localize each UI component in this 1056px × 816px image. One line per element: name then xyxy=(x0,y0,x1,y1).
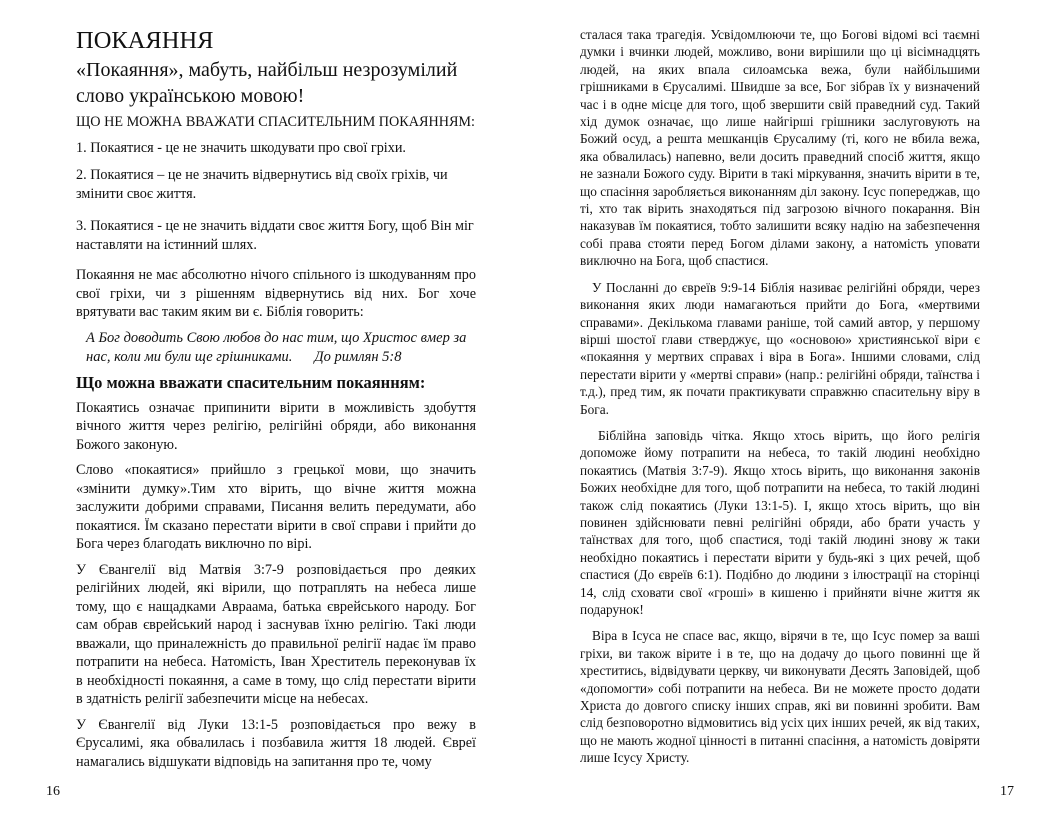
paragraph: Слово «покаятися» прийшло з грецької мови, що значить «змінити думку».Тим хто вірить, що вічне життя можна заслужити добрими справами, Писання велить передумати, або покаятися. Їм сказано перестати вірити в свої справи і прийти до Бога через благодать виключно по вірі. xyxy=(76,462,476,552)
quote-text: А Бог доводить Свою любов до нас тим, що Христос вмер за нас, коли ми були ще грішниками. xyxy=(86,329,467,365)
list-item: 2. Покаятися – це не значить відвернутись від своїх гріхів, чи змінити своє життя. xyxy=(76,167,448,202)
not-repentance-heading: ЩО НЕ МОЖНА ВВАЖАТИ СПАСИТЕЛЬНИМ ПОКАЯННЯМ: xyxy=(76,114,475,130)
paragraph: сталася така трагедія. Усвідомлюючи те, що Богові відомі всі таємні думки і вчинки людей, можливо, вони вирішили що ці вісімнадцять людей, на яких впала силоамська вежа, були найбільшими грішниками в Єрусалимі. Швидше за все, Бог зібрав їх у визначений час і в одне місце для того, щоб звершити свій праведний суд. Такий хід думок означає, що лише найгірші грішники заслуговують на Божий осуд, а решта мешканців Єрусалиму (ті, кого не вбила вежа, яка обвалилась) напевно, вели досить праведний спосіб життя, якщо не зазнали Божого суду. Вірити в такі міркування, значить вірити в те, що спасіння заробляється виконанням діл закону. Ісус попереджав, що ті, хто так вірить знаходяться під загрозою вічного покарання. Він наказував їм покаятися, тобто залишити всяку надію на забезпечення собі права стояти перед Богом ділами закону, а натомість уповати виключно на Бога, щоб спастися. xyxy=(580,27,980,269)
bible-quote xyxy=(86,329,476,367)
paragraph: У Євангелії від Луки 13:1-5 розповідається про вежу в Єрусалимі, яка обвалилась і позбавила життя 18 людей. Євреї намагались відшукати відповідь на запитання про те, чому xyxy=(76,716,476,770)
list-item: 1. Покаятися - це не значить шкодувати про свої гріхи. xyxy=(76,139,406,156)
section-heading: Що можна вважати спасительним покаянням: xyxy=(76,372,426,392)
page-number: 17 xyxy=(1000,784,1014,799)
quote-reference: До римлян 5:8 xyxy=(314,348,402,365)
page-title: ПОКАЯННЯ xyxy=(76,27,214,54)
right-page xyxy=(528,0,1056,816)
paragraph: Покаяння не має абсолютно нічого спільного із шкодуванням про свої гріхи, чи з рішенням відвернутись від них. Бог хоче врятувати вас таким яким ви є. Біблія говорить: xyxy=(76,267,476,320)
list-item: 3. Покаятися - це не значить віддати своє життя Богу, щоб Він міг наставляти на істинний шлях. xyxy=(76,218,474,253)
not-repentance-list xyxy=(76,139,476,255)
paragraph: У Посланні до євреїв 9:9-14 Біблія називає релігійні обряди, через виконання яких люди намагаються прийти до Бога, «мертвими справами». Декількома главами раніше, той самий автор, у першому вірші шостої глави стверджує, що «основою» християнської віри є «покаяння у мертвих справах і віра в Бога». Іншими словами, слід перестати вірити у «мертві справи» (напр.: релігійні обряди, таїнства і т.д.), пред тим, як почати практикувати справжню спасительну віру в Бога. xyxy=(580,279,980,417)
paragraph: У Євангелії від Матвія 3:7-9 розповідається про деяких релігійних людей, які вірили, що потраплять на небеса лише тому, що є нащадками Авраама, батька єврейського народу. Бог сам обрав єврейський народ і заснував їхню релігію. Такі люди вважали, що приналежність до правильної релігії надає їм право потрапити на небеса. Натомість, Іван Хреститель переконував їх в необхідності покаяння, а саме в тому, що слід перестати вірити в здатність релігії забезпечити місце на небесах. xyxy=(76,561,476,707)
paragraph: Біблійна заповідь чітка. Якщо хтось вірить, що його релігія допоможе йому потрапити на небеса, то такій людині необхідно покаятись (Матвія 3:7-9). Якщо хтось вірить, що виконання законів Божих необхідне для того, щоб потрапити на небеса, то такій людині також слід покаятись (Луки 13:1-5). І, якщо хтось вірить, що він повинен здійснювати певні релігійні обряди, або брати участь у таїнствах для того, щоб спастися, тоді такій людині знову ж таки необхідно покаятись і перестати вірити у будь-які з цих речей, щоб спастися (До євреїв 6:1). Подібно до людини з ілюстрації на сторінці 14, слід сховати свої «гроші» в кишеню і прийняти вічне життя як подарунок! xyxy=(580,427,980,617)
paragraph: Віра в Ісуса не спасе вас, якщо, вірячи в те, що Ісус помер за ваші гріхи, ви також вірите і в те, що на додачу до цього повинні ще й хреститись, відвідувати церкву, чи виконувати Десять Заповідей, щоб «допомогти» собі потрапити на небеса. Ви не можете просто додати Христа до довгого списку інших справ, які ви повинні зробити. Вам слід безповоротно відмовитись від усіх цих інших речей, як від таких, що не мають жодної цінності в питанні спасіння, а натомість довіряти лише Ісусу Христу. xyxy=(580,628,980,766)
paragraph: Покаятись означає припинити вірити в можливість здобуття вічного життя через релігію, релігійні обряди, або виконання Божого законую. xyxy=(76,399,476,453)
right-column xyxy=(580,26,980,776)
page-number: 16 xyxy=(46,784,60,799)
left-column xyxy=(76,26,476,778)
subtitle: «Покаяння», мабуть, найбільш незрозумілий слово українською мовою! xyxy=(76,59,458,107)
